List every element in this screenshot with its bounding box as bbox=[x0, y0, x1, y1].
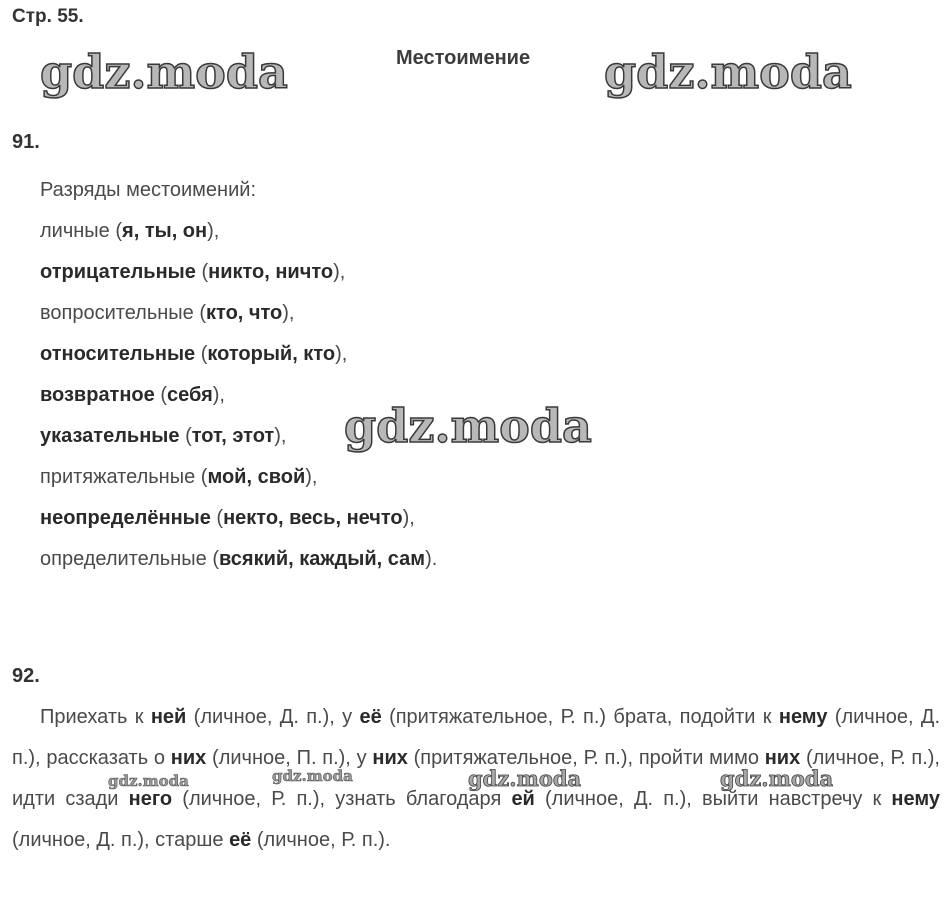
watermark-logo: gdz.moda bbox=[108, 772, 189, 790]
pronoun-word: них bbox=[372, 747, 408, 769]
category-end-punct: ), bbox=[335, 343, 348, 365]
pronoun-word: нему bbox=[778, 706, 828, 728]
category-name: возвратное bbox=[40, 384, 155, 406]
category-end-punct: ), bbox=[333, 261, 346, 283]
list-item: возвратное (себя), bbox=[40, 384, 225, 406]
list-item: относительные (который, кто), bbox=[40, 343, 348, 365]
watermark-logo: gdz.moda bbox=[272, 767, 353, 785]
list-item: указательные (тот, этот), bbox=[40, 425, 287, 447]
list-item: определительные (всякий, каждый, сам). bbox=[40, 548, 438, 570]
category-end-punct: ), bbox=[282, 302, 295, 324]
topic-title: Местоимение bbox=[396, 47, 531, 69]
watermark-logo: gdz.moda bbox=[604, 45, 852, 99]
category-name: вопросительные bbox=[40, 302, 194, 324]
pronoun-categories-list bbox=[40, 170, 437, 580]
list-item: вопросительные (кто, что), bbox=[40, 302, 295, 324]
category-name: отрицательные bbox=[40, 261, 196, 283]
category-name: неопределённые bbox=[40, 507, 211, 529]
category-name: личные bbox=[40, 220, 110, 242]
list-item: неопределённые (некто, весь, нечто), bbox=[40, 507, 415, 529]
category-examples: мой, свой bbox=[207, 466, 306, 488]
text-segment: (личное, Р. п.). bbox=[251, 829, 391, 851]
list-item: личные (я, ты, он), bbox=[40, 220, 220, 242]
category-examples: кто, что bbox=[206, 302, 283, 324]
category-end-punct: ), bbox=[212, 384, 225, 406]
watermark-logo: gdz.moda bbox=[344, 399, 592, 453]
list-title: Разряды местоимений: bbox=[40, 179, 256, 201]
text-segment: (личное, Р. п.), идти сзади bbox=[12, 747, 940, 810]
category-examples: я, ты, он bbox=[122, 220, 208, 242]
list-item: притяжательные (мой, свой), bbox=[40, 466, 318, 488]
pronoun-word: ей bbox=[511, 788, 535, 810]
category-name: притяжательные bbox=[40, 466, 196, 488]
category-examples: никто, ничто bbox=[208, 261, 334, 283]
watermark-logo: gdz.moda bbox=[468, 766, 582, 791]
category-examples: себя bbox=[167, 384, 213, 406]
category-end-punct: ). bbox=[425, 548, 438, 570]
category-name: относительные bbox=[40, 343, 196, 365]
text-segment: (личное, Д. п.), старше bbox=[12, 829, 230, 851]
category-examples: всякий, каждый, сам bbox=[218, 548, 426, 570]
pronoun-word: них bbox=[170, 747, 207, 769]
category-end-punct: ), bbox=[402, 507, 415, 529]
page-number-label: Стр. 55. bbox=[12, 6, 84, 27]
list-item: отрицательные (никто, ничто), bbox=[40, 261, 346, 283]
pronoun-word: них bbox=[764, 747, 801, 769]
task-number-92: 92. bbox=[12, 665, 40, 687]
category-end-punct: ), bbox=[207, 220, 220, 242]
task-92-paragraph bbox=[12, 697, 940, 861]
pronoun-word: ней bbox=[150, 706, 187, 728]
category-examples: который, кто bbox=[207, 343, 336, 365]
category-examples: некто, весь, нечто bbox=[223, 507, 403, 529]
pronoun-word: её bbox=[229, 829, 252, 851]
pronoun-word: него bbox=[128, 788, 173, 810]
text-segment: (личное, П. п.), у bbox=[206, 747, 373, 769]
category-name: указательные bbox=[40, 425, 180, 447]
text-segment: (личное, Д. п.), рассказать о bbox=[12, 706, 940, 769]
category-name: определительные bbox=[40, 548, 207, 570]
text-segment: (притяжательное, Р. п.) брата, подойти к bbox=[381, 706, 779, 728]
text-segment: (личное, Д. п.), у bbox=[186, 706, 360, 728]
text-segment: (личное, Р. п.), узнать благодаря bbox=[172, 788, 512, 810]
category-end-punct: ), bbox=[305, 466, 318, 488]
pronoun-word: нему bbox=[891, 788, 941, 810]
category-end-punct: ), bbox=[274, 425, 287, 447]
text-segment: Приехать к bbox=[40, 706, 151, 728]
task-number-91: 91. bbox=[12, 131, 40, 153]
text-segment: (личное, Д. п.), выйти навстречу к bbox=[534, 788, 892, 810]
watermark-logo: gdz.moda bbox=[720, 766, 834, 791]
pronoun-word: её bbox=[359, 706, 382, 728]
watermark-logo: gdz.moda bbox=[40, 45, 288, 99]
category-examples: тот, этот bbox=[191, 425, 275, 447]
text-segment: (притяжательное, Р. п.), пройти мимо bbox=[407, 747, 765, 769]
